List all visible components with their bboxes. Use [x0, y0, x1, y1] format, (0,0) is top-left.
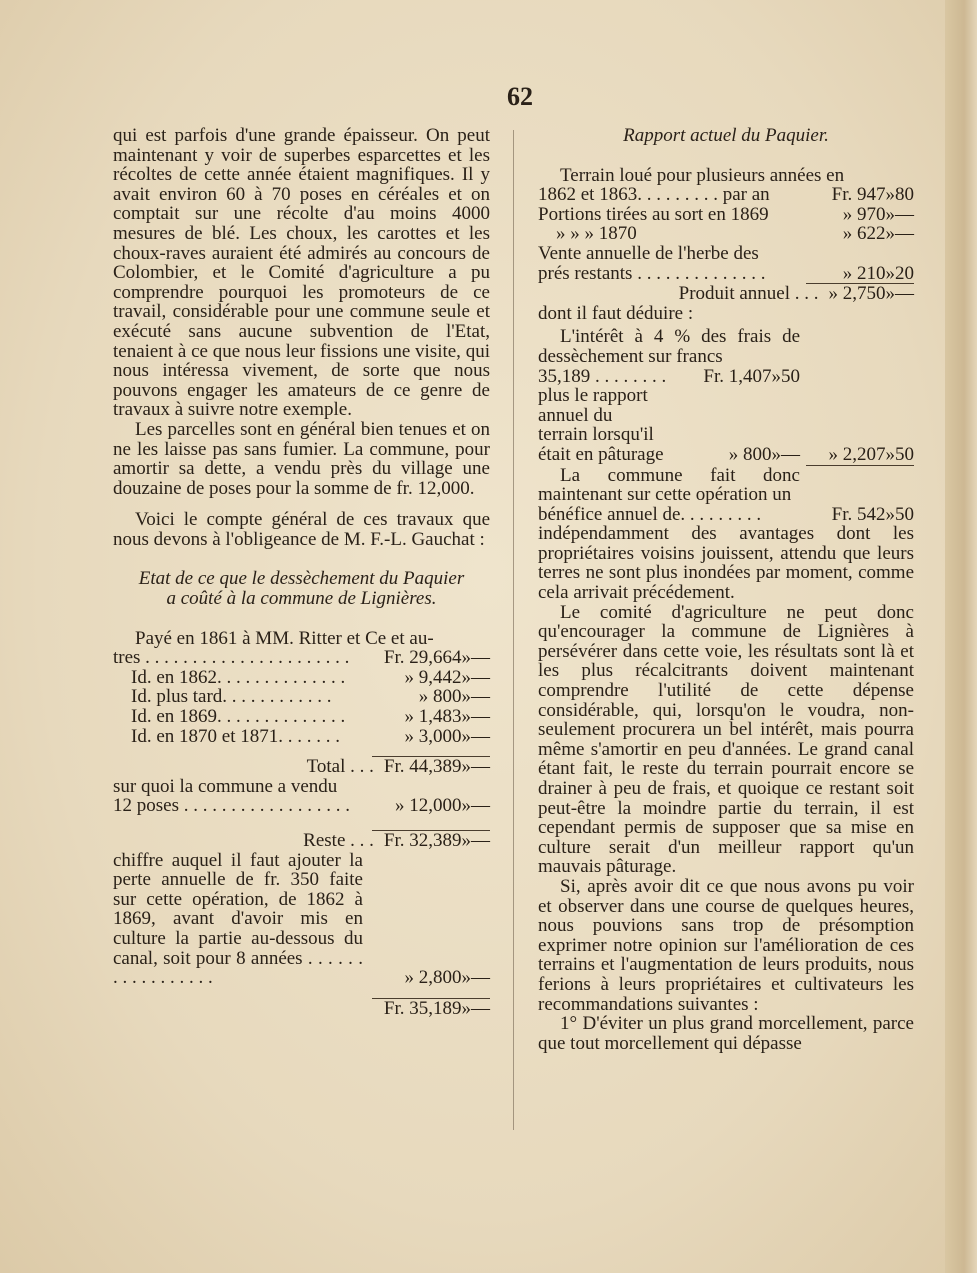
- row-amount: » 622»—: [842, 223, 914, 245]
- row-label: tres . . . . . . . . . . . . . . . . . . . . . .: [113, 648, 350, 668]
- page-edge: [945, 0, 977, 1273]
- total-amount: Fr. 44,389»—: [383, 756, 490, 778]
- paragraph-si: Si, après avoir dit ce que nous avons pu voir et observer dans une course de quelques heures, nous pouvions sans trop de présomption exprimer notre opinion sur l'amélioration de ces terrains et l'augmentation de leurs produits, nous ferions à leurs propriétaires et cultivateurs les recommandations suivantes :: [538, 875, 914, 1015]
- row-amount: » 1,483»—: [404, 706, 490, 728]
- sold-label: 12 poses . . . . . . . . . . . . . . . . . .: [113, 796, 350, 816]
- interet-block: [538, 327, 914, 464]
- produit-row: [538, 284, 914, 304]
- row-label: 1862 et 1863. . . . . . . . . par an: [538, 185, 770, 205]
- account-row: [113, 648, 490, 668]
- vente-row: [538, 264, 914, 284]
- deduire-line: dont il faut déduire :: [538, 302, 694, 324]
- interet-text: L'intérêt à 4 % des frais de dessèchement sur francs: [538, 326, 800, 367]
- interet-label: 35,189 . . . . . . . .: [538, 365, 667, 387]
- paturage-row: [538, 445, 800, 465]
- perte-text: chiffre auquel il faut ajouter la perte annuelle de fr. 350 faite sur cette opération, de 1862 à 1869, avant d'avoir mis en culture la partie au-dessous du canal, soit pour 8 années . . . . . . . . . . . . . . . . .: [113, 849, 363, 989]
- terrain-row: [538, 205, 914, 225]
- row-amount: » 970»—: [842, 203, 914, 225]
- column-divider: [513, 130, 514, 1130]
- paye-line: Payé en 1861 à MM. Ritter et Ce et au-: [135, 627, 434, 649]
- heading-etat-line1: Etat de ce que le dessèchement du Paquier: [138, 568, 465, 590]
- reste-label: Reste . . .: [303, 830, 374, 851]
- benefice-row: [538, 505, 914, 525]
- total-row: [113, 757, 490, 777]
- reste-row: [113, 831, 490, 851]
- vente-amount: » 210»20: [842, 262, 914, 284]
- row-amount: » 3,000»—: [404, 725, 490, 747]
- row-amount: » 800»—: [418, 686, 490, 708]
- terrain-line: Terrain loué pour plusieurs années en: [560, 164, 845, 186]
- total-label: Total . . .: [306, 756, 374, 778]
- paragraph-independamment: indépendamment des avantages dont les propriétaires voisins jouissent, attendu que leurs terres ne sont plus inondées par moment, comme cela arrivait précédement.: [538, 523, 914, 604]
- account-row: [113, 727, 490, 747]
- terrain-row: [538, 224, 914, 244]
- sold-line: sur quoi la commune a vendu: [113, 775, 338, 797]
- row-label: Portions tirées au sort en 1869: [538, 204, 769, 225]
- row-label: Id. plus tard. . . . . . . . . . . .: [131, 687, 332, 708]
- account-row: [113, 668, 490, 688]
- produit-amount: » 2,750»—: [828, 283, 914, 305]
- benefice-label: bénéfice annuel de. . . . . . . . .: [538, 504, 762, 525]
- perte-amount: » 2,800»—: [404, 967, 490, 989]
- heading-rapport: Rapport actuel du Paquier.: [623, 125, 829, 146]
- paragraph-comite: Le comité d'agriculture ne peut donc qu'encourager la commune de Lignières à persévérer dans cette voie, les résultats sont là et les plus récalcitrants doivent maintenant comprendre l'utilité de cette dépense considérable, qui, lorsqu'on le voudra, non-seulement procurera un bel intérêt, mais pourra même s'amortir en peu d'années. Le grand canal étant fait, le reste du terrain pourrait encore se drainer à peu de frais, et quoique ce restant soit peut-être la moindre partie du terrain, il est cependant permis de supposer que sa mise en culture serait d'un meilleur rapport qu'un mauvais pâturage.: [538, 601, 914, 878]
- row-label: Id. en 1862. . . . . . . . . . . . . .: [131, 667, 346, 688]
- heading-etat-line2: a coûté à la commune de Lignières.: [166, 588, 437, 610]
- right-column: [538, 126, 914, 1053]
- interet-amount: Fr. 1,407»50: [703, 365, 800, 387]
- commune-text: La commune fait donc maintenant sur cette opération un: [538, 464, 800, 506]
- produit-label: Produit annuel . . .: [678, 283, 819, 305]
- perte-block: [113, 851, 490, 988]
- paragraph-parcelles: Les parcelles sont en général bien tenues et on ne les laisse pas sans fumier. La commune, pour amortir sa dette, a vendu près du village une douzaine de poses pour la somme de fr. 12,000.: [113, 418, 490, 499]
- paturage-amount: » 800»—: [728, 443, 800, 465]
- paragraph-recommandation-1: 1° D'éviter un plus grand morcellement, parce que tout morcellement qui dépasse: [538, 1013, 914, 1054]
- sold-amount: » 12,000»—: [395, 795, 490, 817]
- row-label: Id. en 1869. . . . . . . . . . . . . .: [131, 707, 346, 727]
- paturage-total: » 2,207»50: [828, 443, 914, 465]
- row-label: Id. en 1870 et 1871. . . . . . .: [131, 726, 340, 747]
- row-amount: Fr. 947»80: [831, 184, 914, 206]
- account-row: [113, 707, 490, 727]
- terrain-row: [538, 185, 914, 205]
- reste-amount: Fr. 32,389»—: [383, 830, 490, 851]
- paragraph-compte: Voici le compte général de ces travaux que nous devons à l'obligeance de M. F.-L. Gauchat :: [113, 509, 490, 550]
- benefice-amount: Fr. 542»50: [831, 503, 914, 525]
- paragraph-cultures: qui est parfois d'une grande épaisseur. On peut maintenant y voir de superbes esparcettes et les récoltes de cette année étaient magnifiques. Il y avait environ 60 à 70 poses en céréales et on comptait sur une récolte d'au moins 4000 mesures de blé. Les choux, les carottes et les choux-raves auraient été admirés au concours de Colombier, et le Comité d'agriculture a pu comprendre pourquoi les promoteurs de ce travail, considérable pour une commune seule et exécuté sans aucune subvention de l'Etat, tenaient à ce que nous leur fissions une visite, qui nous intéressa vivement, de sorte que nous pouvons engager les amateurs de ce genre de travaux à suivre notre exemple.: [113, 125, 490, 421]
- interet-row: [538, 367, 800, 387]
- account-row: [113, 687, 490, 707]
- row-amount: Fr. 29,664»—: [383, 647, 490, 669]
- left-column: [113, 126, 490, 1018]
- row-label: » » » 1870: [556, 224, 637, 244]
- page-number: 62: [507, 82, 533, 111]
- sold-row: [113, 796, 490, 816]
- rapport-text: plus le rapport annuel du terrain lorsqu'il: [538, 385, 654, 446]
- row-amount: » 9,442»—: [404, 666, 490, 688]
- vente-line: Vente annuelle de l'herbe des: [538, 242, 759, 264]
- grand-total: Fr. 35,189»—: [383, 997, 490, 1019]
- grand-total-row: [113, 999, 490, 1019]
- paturage-label: était en pâturage: [538, 443, 664, 465]
- vente-label: prés restants . . . . . . . . . . . . . .: [538, 263, 766, 284]
